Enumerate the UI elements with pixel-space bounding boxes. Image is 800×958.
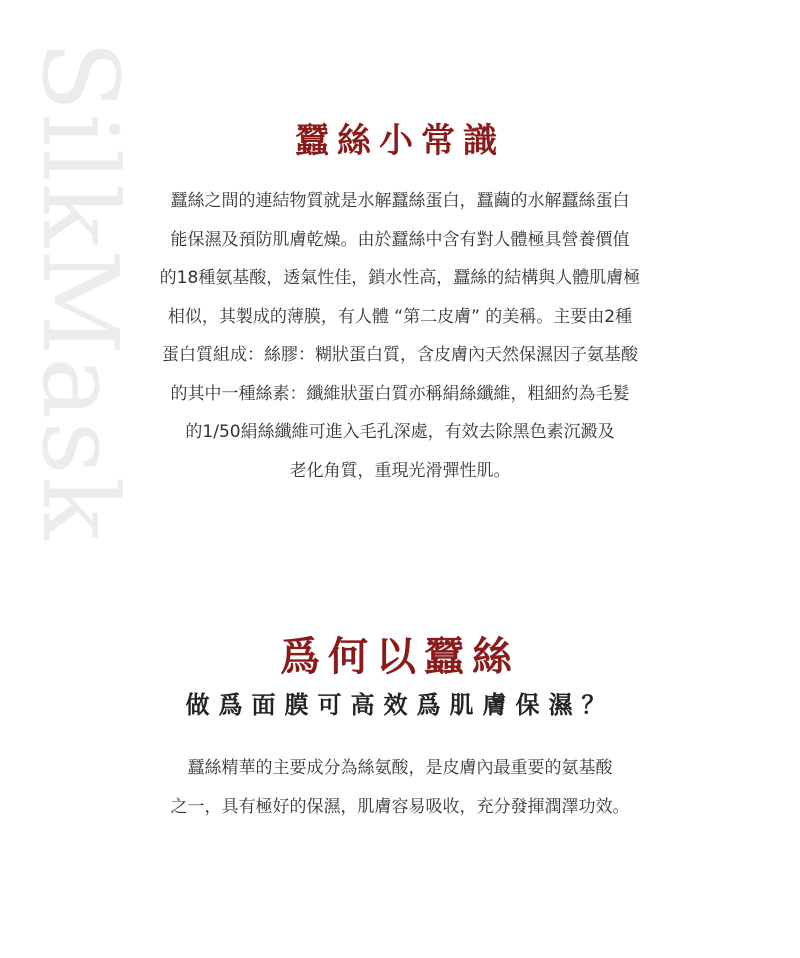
why-silk-paragraph	[0, 749, 800, 826]
section-title-why-silk: 爲何以蠶絲	[280, 633, 520, 680]
silk-knowledge-paragraph	[0, 182, 800, 490]
paragraph-line: 老化角質，重現光滑彈性肌。	[289, 460, 511, 481]
paragraph-line: 的1/50絹絲纖維可進入毛孔深處，有效去除黑色素沉澱及	[185, 422, 615, 442]
section-subtitle-mask-moisture: 做爲面膜可高效爲肌膚保濕？	[185, 690, 615, 719]
paragraph-line: 蛋白質組成：絲膠：糊狀蛋白質，含皮膚內天然保濕因子氨基酸	[162, 345, 638, 365]
silkmask-watermark: SilkMask	[19, 40, 141, 542]
paragraph-line: 蠶絲之間的連結物質就是水解蠶絲蛋白，蠶繭的水解蠶絲蛋白	[170, 191, 630, 211]
paragraph-line: 相似，其製成的薄膜，有人體 “第二皮膚” 的美稱。主要由2種	[167, 306, 633, 327]
paragraph-line: 蠶絲精華的主要成分為絲氨酸，是皮膚內最重要的氨基酸	[187, 758, 613, 778]
paragraph-line: 的其中一種絲素：纖維狀蛋白質亦稱絹絲纖維，粗細約為毛髮	[170, 383, 630, 404]
paragraph-line: 之一，具有極好的保濕，肌膚容易吸收，充分發揮潤澤功效。	[170, 796, 630, 817]
section-title-silk-knowledge: 蠶絲小常識	[295, 121, 505, 161]
paragraph-line: 能保濕及預防肌膚乾燥。由於蠶絲中含有對人體極具營養價值	[170, 229, 630, 250]
paragraph-line: 的18種氨基酸，透氣性佳，鎖水性高，蠶絲的結構與人體肌膚極	[159, 268, 641, 288]
